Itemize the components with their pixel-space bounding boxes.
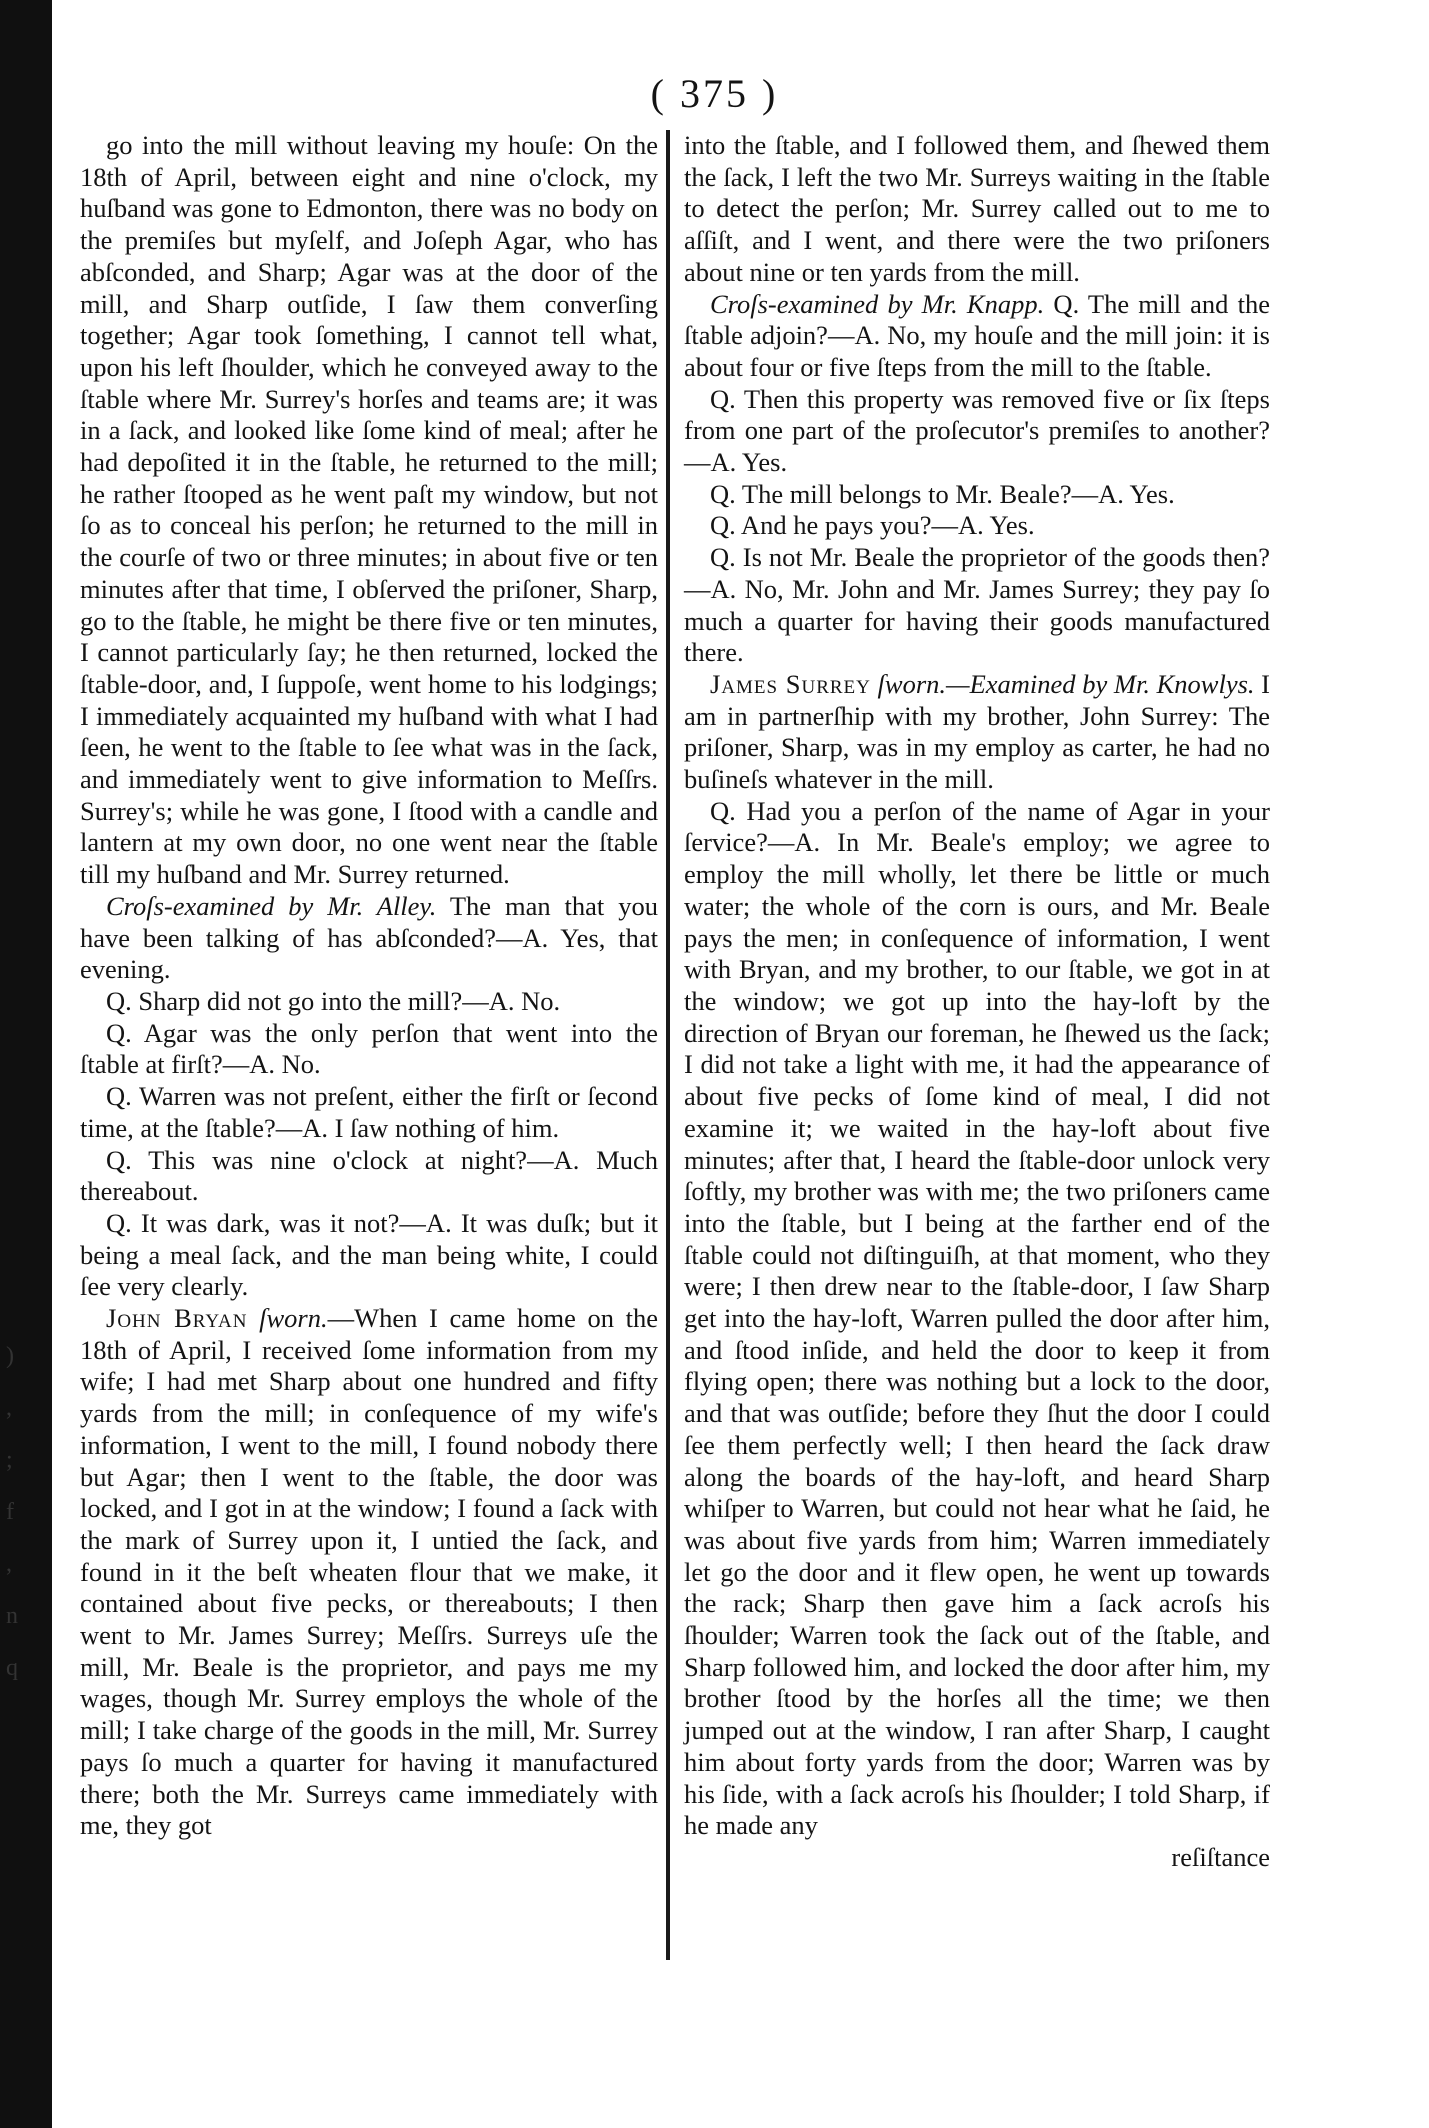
paragraph — [80, 1018, 658, 1081]
examination-label: ſworn. — [259, 1303, 328, 1334]
paragraph — [684, 289, 1270, 384]
margin-mark: ; — [6, 1447, 13, 1473]
witness-name: James Surrey — [710, 668, 871, 699]
paragraph — [684, 479, 1270, 511]
paragraph-text: Q. Warren was not preſent, either the firſt or ſecond time, at the ſtable?—A. I ſaw nothing of him. — [80, 1081, 658, 1143]
column-rule — [666, 130, 670, 1960]
paragraph — [80, 986, 658, 1018]
paragraph-text: Q. Is not Mr. Beale the proprietor of the goods then?—A. No, Mr. John and Mr. James Surrey; they pay ſo much a quarter for having their goods manufactured there. — [684, 542, 1270, 668]
paragraph-text: Q. Had you a perſon of the name of Agar in your ſervice?—A. In Mr. Beale's employ; we agree to employ the mill wholly, let there be little or much water; the whole of the corn is ours, and Mr. Beale pays the men; in conſequence of information, I went with Bryan, and my brother, to our ſtable, we got in at the window; we got up into the hay-loft by the direction of Bryan our foreman, he ſhewed us the ſack; I did not take a light with me, it had the appearance of about five pecks of ſome kind of meal, I did not examine it; we waited in the hay-loft about five minutes; after that, I heard the ſtable-door unlock very ſoftly, my brother was with me; the two priſoners came into the ſtable, but I being at the farther end of the ſtable could not diſtinguiſh, at that moment, who they were; I then drew near to the ſtable-door, I ſaw Sharp get into the hay-loft, Warren pulled the door after him, and ſtood inſide, and held the door to keep it from flying open; there was nothing but a lock to the door, and that was outſide; before they ſhut the door I could ſee them perfectly well; I then heard the ſack draw along the boards of the hay-loft, and heard Sharp whiſper to Warren, but could not hear what he ſaid, he was about five yards from him; Warren immediately let go the door and it flew open, he went up towards the rack; Sharp then gave him a ſack acroſs his ſhoulder; Warren took the ſack out of the ſtable, and Sharp followed him, and locked the door after him, my brother ſtood by the horſes all the time; we then jumped out at the window, I ran after Sharp, I caught him about forty yards from the door; Warren was by his ſide, with a ſack acroſs his ſhoulder; I told Sharp, if he made any — [684, 795, 1270, 1841]
examination-label: Croſs-examined by Mr. Knapp. — [710, 288, 1045, 319]
paragraph-text: I am in partnerſhip with my brother, John Surrey: The priſoner, Sharp, was in my employ as carter, he had no buſineſs whatever in the mill. — [684, 668, 1270, 795]
paragraph-text: go into the mill without leaving my houſe: On the 18th of April, between eight and nine o'clock, my huſband was gone to Edmonton, there was no body on the premiſes but myſelf, and Joſeph Agar, who has abſconded, and Sharp; Agar was at the door of the mill, and Sharp outſide, I ſaw them converſing together; Agar took ſomething, I cannot tell what, upon his left ſhoulder, which he conveyed away to the ſtable where Mr. Surrey's horſes and teams are; it was in a ſack, and looked like ſome kind of meal; after he had depoſited it in the ſtable, he returned to the mill; he rather ſtooped as he went paſt my window, but not ſo as to conceal his perſon; he returned to the mill in the courſe of two or three minutes; in about five or ten minutes after that time, I obſerved the priſoner, Sharp, go to the ſtable, he might be there five or ten minutes, I cannot particularly ſay; he then returned, locked the ſtable-door, and, I ſuppoſe, went home to his lodgings; I immediately acquainted my huſband with what I had ſeen, he went to the ſtable to ſee what was in the ſack, and immediately went to give information to Meſſrs. Surrey's; while he was gone, I ſtood with a candle and lantern at my own door, no one went near the ſtable till my huſband and Mr. Surrey returned. — [80, 130, 658, 890]
margin-mark: q — [6, 1655, 18, 1681]
right-column — [684, 130, 1270, 1874]
examination-label: Croſs-examined by Mr. Alley. — [106, 890, 437, 921]
margin-mark: , — [6, 1395, 12, 1421]
scan-binding-edge — [0, 0, 52, 2128]
left-column — [80, 130, 658, 1842]
page-number: ( 375 ) — [650, 71, 779, 116]
paragraph — [684, 796, 1270, 1842]
paragraph-text: Q. Then this property was removed five or ſix ſteps from one part of the proſecutor's premiſes to another?—A. Yes. — [684, 383, 1270, 478]
paragraph-text: into the ſtable, and I followed them, and ſhewed them the ſack, I left the two Mr. Surreys waiting in the ſtable to detect the perſon; Mr. Surrey called out to me to aſſiſt, and I went, and there were the two priſoners about nine or ten yards from the mill. — [684, 130, 1270, 287]
paragraph-text: Q. Agar was the only perſon that went into the ſtable at firſt?—A. No. — [80, 1017, 658, 1080]
paragraph-text: Q. And he pays you?—A. Yes. — [710, 510, 1035, 541]
paragraph-text: Q. The mill belongs to Mr. Beale?—A. Yes. — [710, 478, 1175, 509]
paragraph — [80, 130, 658, 891]
paragraph-text: Q. This was nine o'clock at night?—A. Much thereabout. — [80, 1144, 658, 1207]
paragraph — [80, 1081, 658, 1144]
paragraph — [80, 1303, 658, 1842]
margin-marks — [6, 1330, 30, 1694]
paragraph — [684, 542, 1270, 669]
paragraph-text: Q. It was dark, was it not?—A. It was duſk; but it being a meal ſack, and the man being white, I could ſee very clearly. — [80, 1207, 658, 1302]
examination-label: ſworn.—Examined by Mr. Knowlys. — [877, 668, 1255, 699]
paragraph — [80, 1208, 658, 1303]
paragraph-text: reſiſtance — [1171, 1841, 1270, 1872]
paragraph — [80, 891, 658, 986]
margin-mark: , — [6, 1551, 12, 1577]
paragraph — [684, 384, 1270, 479]
paragraph — [684, 669, 1270, 796]
margin-mark: n — [6, 1603, 18, 1629]
paragraph — [684, 130, 1270, 289]
margin-mark: f — [6, 1499, 14, 1525]
catchword — [684, 1842, 1270, 1874]
witness-name: John Bryan — [106, 1303, 248, 1334]
paragraph — [684, 510, 1270, 542]
paragraph-text: —When I came home on the 18th of April, I received ſome information from my wife; I had met Sharp about one hundred and fifty yards from the mill; in conſequence of my wife's information, I went to the mill, I found nobody there but Agar; then I went to the ſtable, the door was locked, and I got in at the window; I found a ſack with the mark of Surrey upon it, I untied the ſack, and found in it the beſt wheaten flour that we make, it contained about five pecks, or thereabouts; I then went to Mr. James Surrey; Meſſrs. Surreys uſe the mill, Mr. Beale is the proprietor, and pays me my wages, though Mr. Surrey employs the whole of the mill; I take charge of the goods in the mill, Mr. Surrey pays ſo much a quarter for having it manufactured there; both the Mr. Surreys came immediately with me, they got — [80, 1303, 658, 1841]
paragraph-text: Q. Sharp did not go into the mill?—A. No. — [106, 985, 561, 1016]
paragraph — [80, 1145, 658, 1208]
paragraph-text: The man that you have been talking of has abſconded?—A. Yes, that evening. — [80, 890, 658, 985]
margin-mark: ) — [6, 1343, 14, 1369]
paragraph-text: Q. The mill and the ſtable adjoin?—A. No, my houſe and the mill join: it is about four or five ſteps from the mill to the ſtable. — [684, 288, 1270, 382]
